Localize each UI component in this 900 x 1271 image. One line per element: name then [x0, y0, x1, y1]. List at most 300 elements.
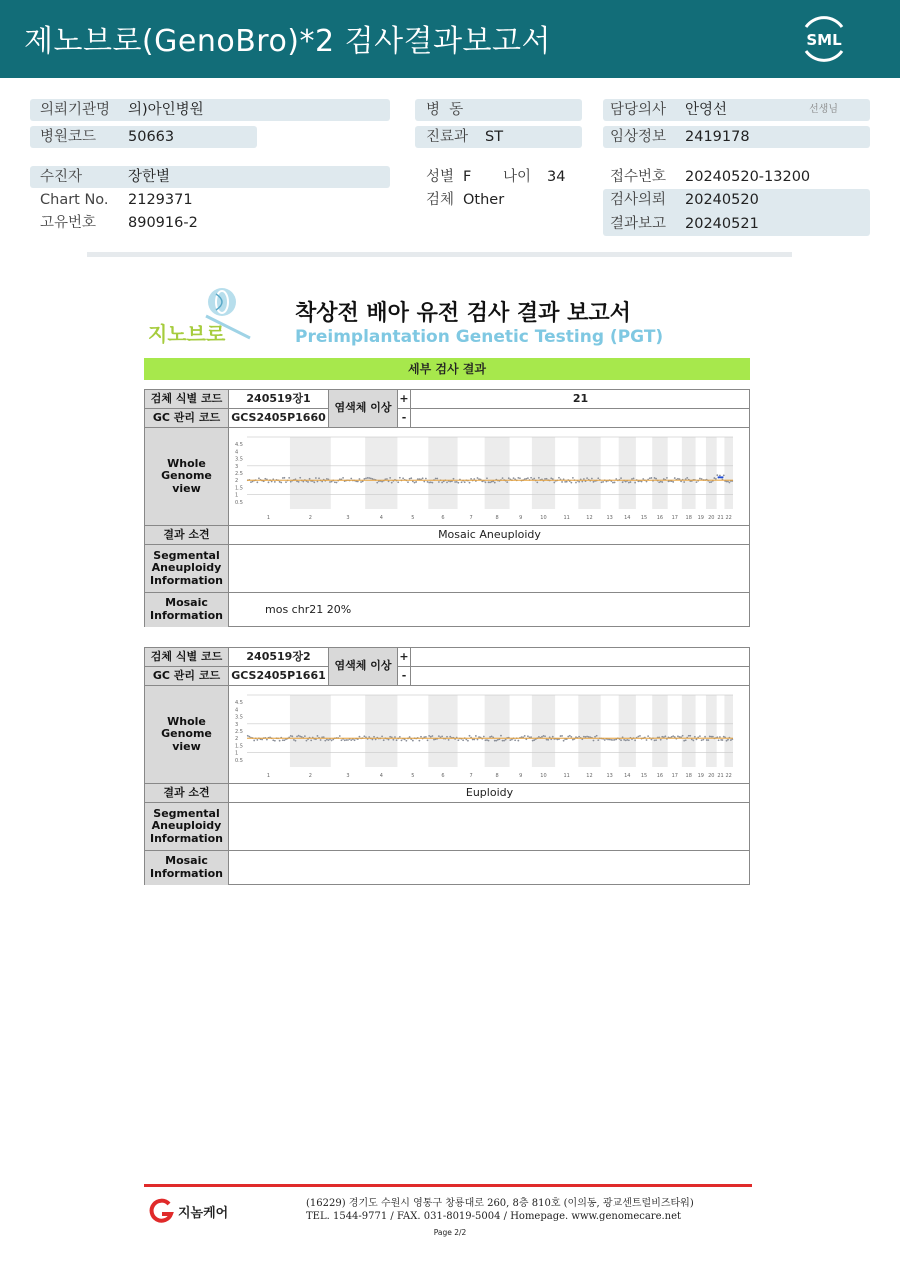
x-tick-label: 9	[519, 515, 523, 521]
receipt-row	[603, 166, 870, 188]
hospital-code-row	[30, 126, 257, 148]
segmental-value	[229, 545, 750, 593]
y-tick-label: 0.5	[235, 757, 243, 764]
data-point	[509, 739, 511, 741]
y-tick-label: 3.5	[235, 456, 243, 463]
data-point	[615, 478, 617, 480]
data-point	[660, 481, 662, 483]
data-point	[367, 477, 369, 479]
data-point	[399, 477, 401, 479]
plus-value: 21	[411, 390, 750, 409]
data-point	[469, 735, 471, 737]
y-tick-label: 4.5	[235, 442, 243, 449]
report-date-row	[603, 213, 870, 236]
whole-genome-plot-cell	[229, 428, 750, 526]
data-point	[546, 739, 548, 741]
data-point	[671, 736, 673, 738]
data-point	[313, 481, 315, 483]
data-point	[457, 739, 459, 741]
data-point	[679, 736, 681, 738]
data-point	[309, 478, 311, 480]
minus-sign: -	[398, 409, 411, 428]
data-point	[425, 736, 427, 738]
data-point	[583, 736, 585, 738]
data-point	[701, 478, 703, 480]
data-point	[357, 481, 359, 483]
data-point	[389, 736, 391, 738]
request-label: 검사의뢰	[610, 192, 667, 208]
data-point	[694, 736, 696, 738]
x-tick-label: 20	[708, 773, 715, 779]
data-point	[664, 735, 666, 737]
data-point	[716, 474, 718, 476]
ward-label: 병 동	[426, 102, 464, 118]
data-point	[363, 478, 365, 480]
data-point	[594, 736, 596, 738]
data-point	[661, 736, 663, 738]
doctor-row	[603, 99, 870, 121]
data-point	[527, 477, 529, 479]
data-point	[494, 482, 496, 484]
x-tick-label: 11	[563, 773, 570, 779]
sex-label: 성별	[426, 169, 455, 185]
data-point	[252, 481, 254, 483]
doctor-label: 담당의사	[610, 102, 667, 118]
chromosome-band	[578, 695, 600, 767]
footer-address-line2: TEL. 1544-9771 / FAX. 031-8019-5004 / Homepage. www.genomecare.net	[306, 1211, 682, 1222]
x-tick-label: 7	[469, 515, 473, 521]
data-point	[532, 740, 534, 742]
x-tick-label: 18	[685, 515, 692, 521]
data-point	[709, 736, 711, 738]
data-point	[449, 736, 451, 738]
data-point	[654, 739, 656, 741]
request-row	[603, 189, 870, 213]
data-point	[514, 739, 516, 741]
hospital-code-value: 50663	[128, 129, 175, 145]
y-tick-label: 4	[235, 707, 239, 714]
y-tick-label: 4	[235, 449, 239, 456]
data-point	[274, 481, 276, 483]
data-point	[628, 739, 630, 741]
footer-rule	[144, 1184, 752, 1187]
result-finding-value: Mosaic Aneuploidy	[229, 526, 750, 545]
data-point	[519, 477, 521, 479]
x-tick-label: 7	[469, 773, 473, 779]
gc-code-label: GC 관리 코드	[145, 667, 229, 686]
data-point	[486, 739, 488, 741]
data-point	[704, 736, 706, 738]
chromosome-band	[682, 695, 696, 767]
data-point	[570, 736, 572, 738]
chromosome-band	[706, 437, 717, 509]
x-tick-label: 4	[379, 773, 383, 779]
chromosome-band	[365, 437, 397, 509]
sample-table-1	[144, 389, 750, 627]
unique-value: 890916-2	[128, 215, 198, 231]
genobro-logo-text: 지노브로	[148, 322, 226, 346]
data-point	[597, 739, 599, 741]
data-point	[672, 481, 674, 483]
data-point	[341, 739, 343, 741]
page-number: Page 2/2	[433, 1228, 467, 1237]
data-point	[261, 739, 263, 741]
data-point	[581, 481, 583, 483]
data-point	[588, 736, 590, 738]
specimen-id-label: 검체 식별 코드	[145, 648, 229, 667]
data-point	[477, 739, 479, 741]
section-divider	[87, 252, 792, 257]
y-tick-label: 3	[235, 463, 239, 470]
data-point	[655, 478, 657, 480]
data-point	[517, 477, 519, 479]
data-point	[386, 478, 388, 480]
request-value: 20240520	[685, 192, 759, 208]
data-point	[491, 481, 493, 483]
data-point	[317, 735, 319, 737]
whole-genome-label: Whole Genome view	[145, 686, 229, 784]
x-tick-label: 12	[586, 773, 593, 779]
sample-table-2	[144, 647, 750, 885]
data-point	[454, 481, 456, 483]
data-point	[524, 735, 526, 737]
chromosome-band	[365, 695, 397, 767]
data-point	[628, 482, 630, 484]
data-point	[572, 739, 574, 741]
data-point	[626, 739, 628, 741]
data-point	[630, 481, 632, 483]
data-point	[517, 740, 519, 742]
data-point	[547, 739, 549, 741]
data-point	[699, 735, 701, 737]
y-tick-label: 1.5	[235, 743, 243, 750]
data-point	[713, 477, 715, 479]
data-point	[280, 482, 282, 484]
department-row	[415, 126, 582, 148]
data-point	[423, 481, 425, 483]
data-point	[572, 477, 574, 479]
data-point	[674, 477, 676, 479]
data-point	[418, 740, 420, 742]
x-tick-label: 16	[656, 773, 664, 779]
data-point	[328, 739, 330, 741]
data-point	[712, 736, 714, 738]
patient-value: 장한별	[128, 169, 171, 185]
data-point	[264, 478, 266, 480]
data-point	[247, 735, 249, 737]
data-point	[331, 740, 333, 742]
x-tick-label: 13	[606, 515, 613, 521]
data-point	[370, 477, 372, 479]
data-point	[506, 481, 508, 483]
data-point	[420, 736, 422, 738]
data-point	[256, 739, 258, 741]
data-point	[612, 482, 614, 484]
data-point	[672, 735, 674, 737]
data-point	[567, 736, 569, 738]
chromosome-band	[290, 437, 331, 509]
chart-value: 2129371	[128, 192, 193, 208]
mosaic-label: Mosaic Information	[145, 851, 229, 885]
x-tick-label: 8	[495, 773, 499, 779]
data-point	[647, 735, 649, 737]
data-point	[552, 736, 554, 738]
y-tick-label: 1.5	[235, 485, 243, 492]
data-point	[578, 736, 580, 738]
data-point	[462, 739, 464, 741]
x-tick-label: 17	[671, 773, 678, 779]
data-point	[475, 735, 477, 737]
data-point	[307, 481, 309, 483]
data-point	[464, 481, 466, 483]
data-point	[407, 481, 409, 483]
minus-value	[411, 667, 750, 686]
data-point	[497, 739, 499, 741]
chromosome-band	[485, 695, 510, 767]
data-point	[561, 735, 563, 737]
data-point	[625, 481, 627, 483]
data-point	[389, 477, 391, 479]
data-point	[473, 478, 475, 480]
data-point	[707, 739, 709, 741]
data-point	[604, 739, 606, 741]
whole-genome-plot-1	[233, 431, 741, 523]
data-point	[279, 740, 281, 742]
data-point	[660, 739, 662, 741]
report-title: 착상전 배아 유전 검사 결과 보고서	[295, 301, 631, 326]
data-point	[701, 739, 703, 741]
data-point	[415, 481, 417, 483]
data-point	[354, 739, 356, 741]
data-point	[633, 478, 635, 480]
data-point	[685, 739, 687, 741]
specimen-id-label: 검체 식별 코드	[145, 390, 229, 409]
plus-sign: +	[398, 648, 411, 667]
data-point	[641, 481, 643, 483]
chart-label: Chart No.	[40, 192, 109, 208]
data-point	[271, 481, 273, 483]
x-tick-label: 19	[697, 515, 704, 521]
data-point	[569, 735, 571, 737]
data-point	[465, 739, 467, 741]
data-point	[505, 739, 507, 741]
data-point	[706, 739, 708, 741]
data-point	[372, 478, 374, 480]
data-point	[284, 739, 286, 741]
data-point	[533, 478, 535, 480]
chromosome-band	[428, 437, 457, 509]
data-point	[372, 739, 374, 741]
data-point	[363, 735, 365, 737]
x-tick-label: 11	[563, 515, 570, 521]
data-point	[593, 481, 595, 483]
data-point	[318, 477, 320, 479]
chromosome-band	[724, 437, 733, 509]
data-point	[399, 736, 401, 738]
data-point	[486, 477, 488, 479]
specimen-id-value: 240519장1	[229, 390, 329, 409]
data-point	[248, 736, 250, 738]
data-point	[601, 481, 603, 483]
data-point	[686, 477, 688, 479]
segmental-label: Segmental Aneuploidy Information	[145, 803, 229, 851]
data-point	[302, 481, 304, 483]
data-point	[585, 736, 587, 738]
chromosome-band	[706, 695, 717, 767]
x-tick-label: 21	[717, 773, 724, 779]
patient-label: 수진자	[40, 169, 83, 185]
data-point	[544, 735, 546, 737]
x-tick-label: 22	[725, 773, 732, 779]
data-point	[563, 740, 565, 742]
data-point	[530, 477, 532, 479]
data-point	[718, 739, 720, 741]
receipt-value: 20240520-13200	[685, 169, 811, 185]
data-point	[401, 739, 403, 741]
footer-address	[306, 1197, 694, 1223]
data-point	[453, 478, 455, 480]
data-point	[702, 739, 704, 741]
data-point	[288, 477, 290, 479]
data-point	[625, 739, 627, 741]
data-point	[334, 481, 336, 483]
data-point	[564, 481, 566, 483]
data-point	[430, 736, 432, 738]
data-point	[538, 477, 540, 479]
x-tick-label: 3	[346, 773, 350, 779]
age-label: 나이	[503, 169, 532, 185]
data-point	[566, 481, 568, 483]
data-point	[491, 735, 493, 737]
data-point	[723, 474, 725, 476]
data-point	[359, 736, 361, 738]
data-point	[727, 739, 729, 741]
result-finding-label: 결과 소견	[145, 526, 229, 545]
genomecare-logo-icon	[147, 1198, 177, 1224]
data-point	[614, 739, 616, 741]
data-point	[655, 739, 657, 741]
plus-value	[411, 648, 750, 667]
data-point	[631, 478, 633, 480]
x-tick-label: 15	[640, 515, 648, 521]
data-point	[612, 739, 614, 741]
data-point	[284, 477, 286, 479]
x-tick-label: 18	[685, 773, 692, 779]
data-point	[570, 482, 572, 484]
data-point	[427, 739, 429, 741]
x-tick-label: 16	[656, 515, 664, 521]
data-point	[274, 740, 276, 742]
x-tick-label: 12	[586, 515, 593, 521]
data-point	[347, 739, 349, 741]
data-point	[609, 739, 611, 741]
data-point	[291, 735, 293, 737]
data-point	[359, 478, 361, 480]
gc-code-value: GCS2405P1661	[229, 667, 329, 686]
data-point	[677, 735, 679, 737]
x-tick-label: 17	[671, 515, 678, 521]
data-point	[326, 739, 328, 741]
data-point	[488, 740, 490, 742]
data-point	[710, 481, 712, 483]
data-point	[402, 477, 404, 479]
chrom-abn-label: 염색체 이상	[329, 648, 398, 686]
data-point	[699, 478, 701, 480]
data-point	[448, 739, 450, 741]
data-point	[586, 736, 588, 738]
doctor-value: 안영선	[685, 102, 728, 118]
data-point	[381, 481, 383, 483]
data-point	[355, 480, 357, 482]
data-point	[469, 482, 471, 484]
data-point	[508, 477, 510, 479]
data-point	[298, 735, 300, 737]
data-point	[586, 477, 588, 479]
data-point	[596, 735, 598, 737]
x-tick-label: 14	[624, 515, 631, 521]
data-point	[575, 482, 577, 484]
data-point	[368, 736, 370, 738]
data-point	[285, 481, 287, 483]
chromosome-band	[619, 695, 636, 767]
data-point	[513, 477, 515, 479]
data-point	[639, 735, 641, 737]
data-point	[500, 735, 502, 737]
chromosome-band	[428, 695, 457, 767]
y-tick-label: 2.5	[235, 471, 243, 477]
patient-row	[30, 166, 390, 188]
footer-address-line1: (16229) 경기도 수원시 영통구 창룡대로 260, 8층 810호 (이의동, 광교센트럴비즈타워)	[306, 1198, 694, 1209]
data-point	[719, 475, 721, 477]
data-point	[282, 739, 284, 741]
gc-code-label: GC 관리 코드	[145, 409, 229, 428]
chromosome-band	[532, 695, 555, 767]
data-point	[558, 477, 560, 479]
x-tick-label: 10	[540, 515, 547, 521]
data-point	[550, 477, 552, 479]
chromosome-band	[652, 695, 667, 767]
data-point	[298, 481, 300, 483]
data-point	[268, 481, 270, 483]
x-tick-label: 5	[411, 515, 415, 521]
data-point	[310, 740, 312, 742]
result-finding-value: Euploidy	[229, 784, 750, 803]
data-point	[331, 481, 333, 483]
x-tick-label: 21	[717, 515, 724, 521]
data-point	[511, 739, 513, 741]
data-point	[553, 482, 555, 484]
y-tick-label: 4.5	[235, 700, 243, 707]
data-point	[485, 739, 487, 741]
data-point	[457, 482, 459, 484]
y-tick-label: 0.5	[235, 499, 243, 506]
data-point	[290, 735, 292, 737]
unique-row	[30, 212, 390, 234]
data-point	[410, 477, 412, 479]
data-point	[544, 478, 546, 480]
data-point	[709, 481, 711, 483]
data-point	[253, 740, 255, 742]
data-point	[472, 739, 474, 741]
data-point	[620, 739, 622, 741]
chromosome-band	[578, 437, 600, 509]
chart-row	[30, 189, 390, 211]
data-point	[414, 482, 416, 484]
data-point	[661, 481, 663, 483]
y-tick-label: 1	[235, 750, 239, 757]
data-point	[546, 478, 548, 480]
data-point	[409, 736, 411, 738]
